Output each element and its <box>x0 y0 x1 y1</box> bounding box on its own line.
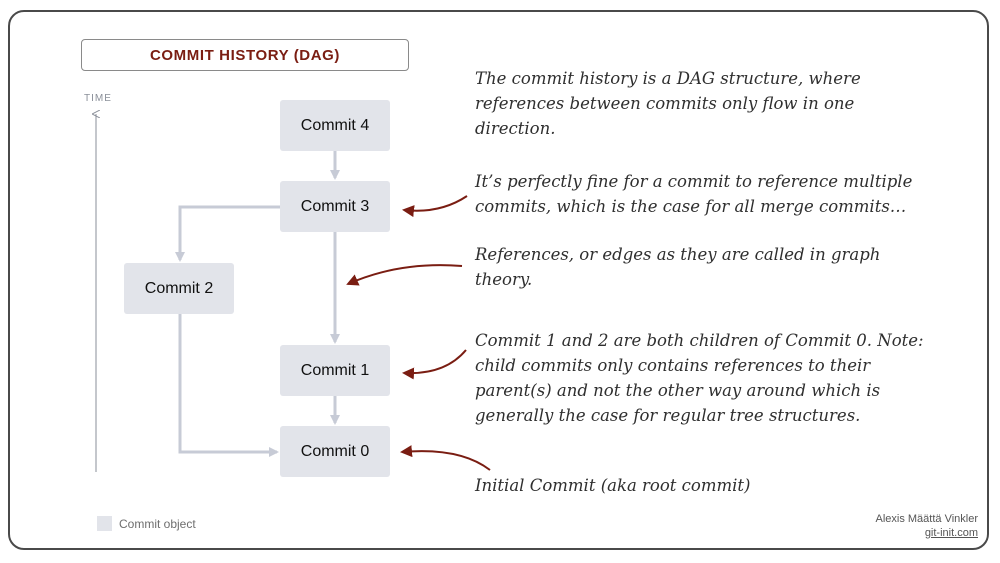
legend-swatch <box>97 516 112 531</box>
edge-commit3-commit2 <box>180 207 280 260</box>
commit-1-node: Commit 1 <box>280 345 390 396</box>
legend-label: Commit object <box>119 517 196 531</box>
author-name: Alexis Määttä Vinkler <box>875 513 978 525</box>
note-merge: It’s perfectly fine for a commit to reference multiple commits, which is the case for all merge commits… <box>475 172 913 216</box>
author-site-link[interactable]: git-init.com <box>924 527 978 539</box>
edge-commit2-commit0 <box>180 314 277 452</box>
note-dag: The commit history is a DAG structure, where references between commits only flow in one direction. <box>475 69 861 138</box>
annotation-arrow-merge <box>404 196 467 211</box>
note-root: Initial Commit (aka root commit) <box>475 476 751 495</box>
note-children: Commit 1 and 2 are both children of Commit 0. Note: child commits only contains references to their parent(s) and not the other way around which is generally the case for regular tree structures. <box>475 331 924 425</box>
commit-2-node: Commit 2 <box>124 263 234 314</box>
diagram-title: COMMIT HISTORY (DAG) <box>81 39 409 71</box>
commit-0-node: Commit 0 <box>280 426 390 477</box>
annotation-arrow-edges <box>348 265 462 284</box>
note-edges: References, or edges as they are called in graph theory. <box>475 245 881 289</box>
annotation-arrow-children <box>404 350 466 373</box>
time-axis-label: TIME <box>84 93 112 104</box>
commit-3-node: Commit 3 <box>280 181 390 232</box>
annotation-arrow-root <box>402 451 490 470</box>
commit-4-node: Commit 4 <box>280 100 390 151</box>
